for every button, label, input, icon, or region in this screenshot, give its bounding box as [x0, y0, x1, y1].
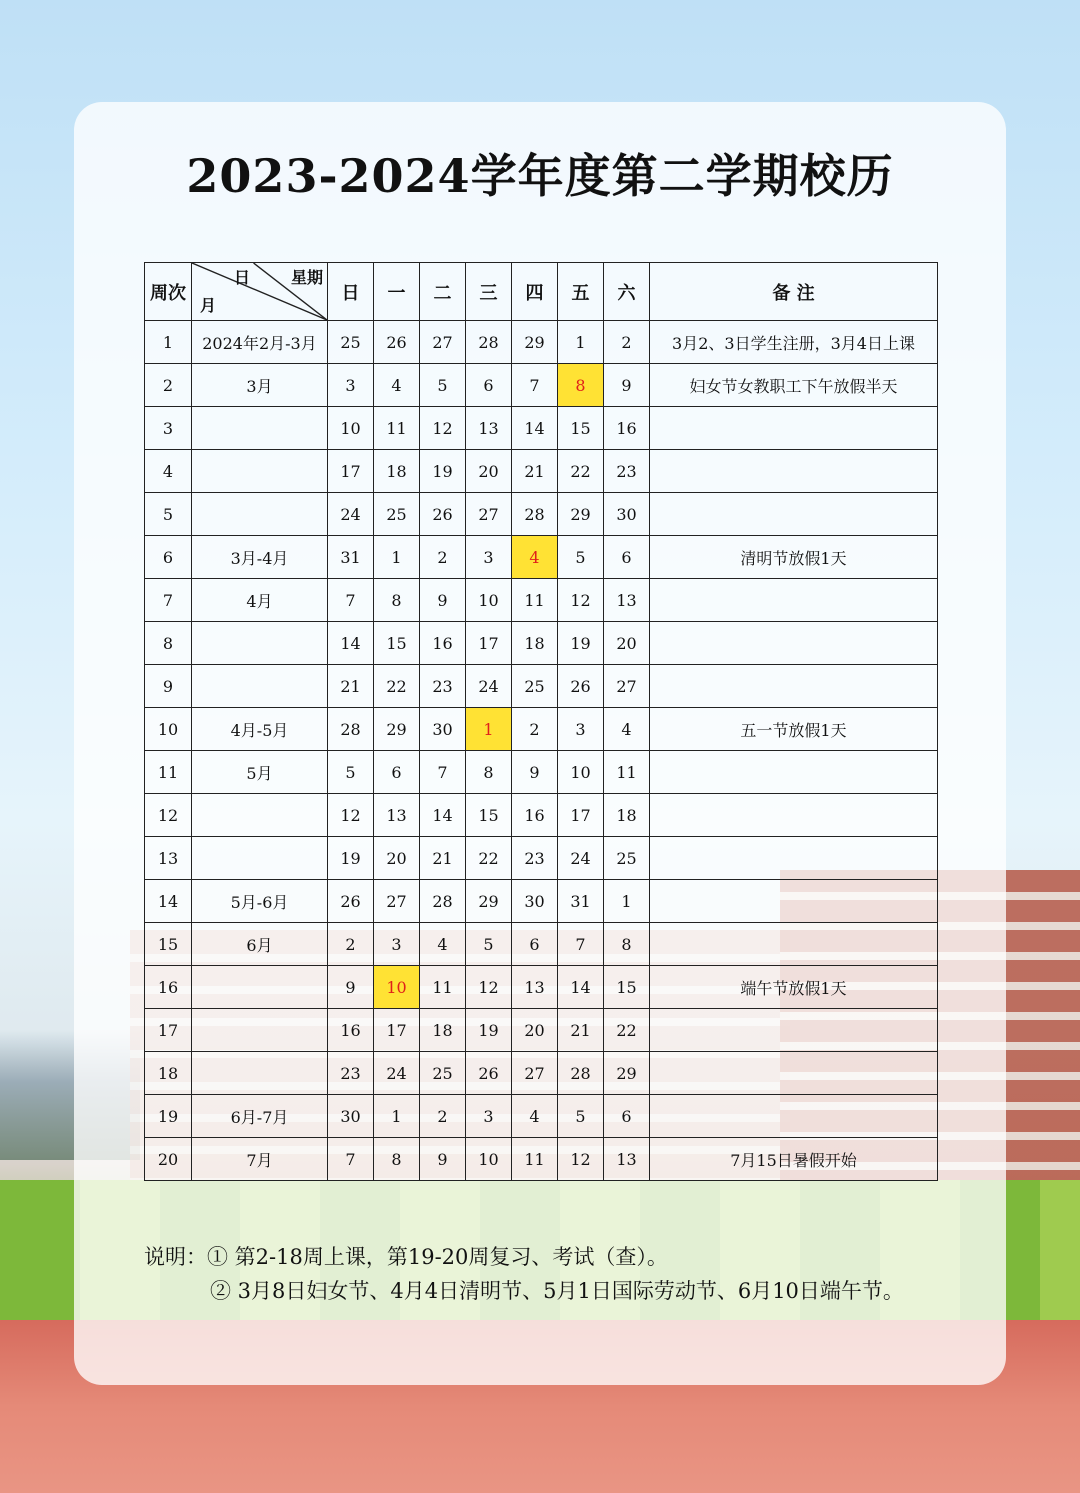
date-cell: 29: [512, 321, 558, 364]
date-cell: 29: [558, 493, 604, 536]
month-cell: [192, 794, 328, 837]
date-cell: 10: [328, 407, 374, 450]
explanation-line-1: 说明：① 第2-18周上课，第19-20周复习、考试（查）。: [144, 1245, 668, 1269]
date-cell: 17: [558, 794, 604, 837]
date-cell: 13: [512, 966, 558, 1009]
date-cell: 27: [374, 880, 420, 923]
table-row: [145, 579, 938, 622]
date-cell: 13: [374, 794, 420, 837]
header-wed: 三: [466, 263, 512, 321]
date-cell: 7: [558, 923, 604, 966]
month-cell: [192, 407, 328, 450]
date-cell: 21: [420, 837, 466, 880]
month-cell: [192, 966, 328, 1009]
header-weekday-label: 星期: [290, 268, 323, 287]
date-cell: 7: [420, 751, 466, 794]
date-cell: 12: [466, 966, 512, 1009]
date-cell: 8: [374, 1138, 420, 1181]
table-row: [145, 321, 938, 364]
table-row: [145, 880, 938, 923]
header-sat: 六: [604, 263, 650, 321]
note-cell: [650, 407, 938, 450]
header-mon: 一: [374, 263, 420, 321]
date-cell: 15: [558, 407, 604, 450]
month-cell: 5月: [192, 751, 328, 794]
header-thu: 四: [512, 263, 558, 321]
note-cell: [650, 751, 938, 794]
date-cell: 2: [604, 321, 650, 364]
calendar-card: [74, 102, 1006, 1385]
date-cell: 27: [420, 321, 466, 364]
note-cell: [650, 665, 938, 708]
date-cell: 21: [558, 1009, 604, 1052]
date-cell: 31: [328, 536, 374, 579]
date-cell: 17: [374, 1009, 420, 1052]
explanation-line-2: ② 3月8日妇女节、4月4日清明节、5月1日国际劳动节、6月10日端午节。: [210, 1279, 904, 1303]
date-cell: 12: [558, 1138, 604, 1181]
month-cell: 6月: [192, 923, 328, 966]
week-number-cell: 1: [145, 321, 192, 364]
date-cell: 2: [328, 923, 374, 966]
note-cell: [650, 794, 938, 837]
week-number-cell: 15: [145, 923, 192, 966]
date-cell: 19: [328, 837, 374, 880]
date-cell: 22: [558, 450, 604, 493]
date-cell: 9: [328, 966, 374, 1009]
date-cell: 29: [374, 708, 420, 751]
date-cell: 16: [420, 622, 466, 665]
month-cell: 7月: [192, 1138, 328, 1181]
date-cell: 29: [604, 1052, 650, 1095]
date-cell: 24: [374, 1052, 420, 1095]
date-cell: 1: [604, 880, 650, 923]
date-cell: 2: [420, 536, 466, 579]
date-cell: 3: [374, 923, 420, 966]
table-row: [145, 1138, 938, 1181]
date-cell: 13: [466, 407, 512, 450]
week-number-cell: 13: [145, 837, 192, 880]
date-cell: 25: [512, 665, 558, 708]
date-cell: 15: [374, 622, 420, 665]
date-cell: 25: [420, 1052, 466, 1095]
date-cell: 5: [466, 923, 512, 966]
holiday-date-cell: 4: [512, 536, 558, 579]
holiday-date-cell: 8: [558, 364, 604, 407]
month-cell: [192, 1052, 328, 1095]
table-row: [145, 794, 938, 837]
week-number-cell: 9: [145, 665, 192, 708]
week-number-cell: 6: [145, 536, 192, 579]
date-cell: 9: [420, 1138, 466, 1181]
header-tue: 二: [420, 263, 466, 321]
date-cell: 20: [374, 837, 420, 880]
note-cell: [650, 579, 938, 622]
date-cell: 30: [328, 1095, 374, 1138]
date-cell: 10: [466, 1138, 512, 1181]
table-row: [145, 493, 938, 536]
date-cell: 31: [558, 880, 604, 923]
date-cell: 4: [420, 923, 466, 966]
note-cell: [650, 1052, 938, 1095]
holiday-date-cell: 1: [466, 708, 512, 751]
date-cell: 11: [374, 407, 420, 450]
holiday-date-cell: 10: [374, 966, 420, 1009]
date-cell: 11: [512, 1138, 558, 1181]
week-number-cell: 7: [145, 579, 192, 622]
date-cell: 20: [512, 1009, 558, 1052]
month-cell: 2024年2月-3月: [192, 321, 328, 364]
date-cell: 4: [374, 364, 420, 407]
date-cell: 29: [466, 880, 512, 923]
explanation: [144, 1240, 904, 1308]
date-cell: 8: [466, 751, 512, 794]
date-cell: 12: [328, 794, 374, 837]
date-cell: 1: [374, 536, 420, 579]
header-fri: 五: [558, 263, 604, 321]
date-cell: 7: [512, 364, 558, 407]
date-cell: 10: [558, 751, 604, 794]
date-cell: 11: [420, 966, 466, 1009]
month-cell: 3月: [192, 364, 328, 407]
date-cell: 16: [604, 407, 650, 450]
date-cell: 24: [558, 837, 604, 880]
note-cell: [650, 880, 938, 923]
header-month-label: 月: [200, 296, 217, 315]
date-cell: 8: [604, 923, 650, 966]
note-cell: [650, 1009, 938, 1052]
note-cell: [650, 450, 938, 493]
month-cell: 4月-5月: [192, 708, 328, 751]
table-row: [145, 450, 938, 493]
week-number-cell: 14: [145, 880, 192, 923]
table-row: [145, 966, 938, 1009]
date-cell: 18: [604, 794, 650, 837]
date-cell: 28: [466, 321, 512, 364]
date-cell: 13: [604, 579, 650, 622]
note-cell: [650, 493, 938, 536]
date-cell: 5: [328, 751, 374, 794]
note-cell: 7月15日暑假开始: [650, 1138, 938, 1181]
date-cell: 5: [420, 364, 466, 407]
date-cell: 14: [420, 794, 466, 837]
date-cell: 9: [420, 579, 466, 622]
week-number-cell: 16: [145, 966, 192, 1009]
date-cell: 17: [466, 622, 512, 665]
month-cell: 6月-7月: [192, 1095, 328, 1138]
header-day-label: 日: [234, 268, 251, 287]
calendar-body: [145, 321, 938, 1181]
date-cell: 7: [328, 1138, 374, 1181]
week-number-cell: 17: [145, 1009, 192, 1052]
date-cell: 18: [420, 1009, 466, 1052]
date-cell: 20: [604, 622, 650, 665]
header-sun: 日: [328, 263, 374, 321]
date-cell: 3: [558, 708, 604, 751]
header-week-no: 周次: [145, 263, 192, 321]
date-cell: 16: [512, 794, 558, 837]
month-cell: [192, 493, 328, 536]
week-number-cell: 20: [145, 1138, 192, 1181]
date-cell: 3: [328, 364, 374, 407]
date-cell: 6: [374, 751, 420, 794]
date-cell: 21: [512, 450, 558, 493]
date-cell: 17: [328, 450, 374, 493]
date-cell: 14: [328, 622, 374, 665]
date-cell: 2: [420, 1095, 466, 1138]
date-cell: 25: [374, 493, 420, 536]
month-cell: [192, 665, 328, 708]
table-row: [145, 407, 938, 450]
note-cell: [650, 837, 938, 880]
date-cell: 30: [420, 708, 466, 751]
date-cell: 30: [512, 880, 558, 923]
month-cell: 4月: [192, 579, 328, 622]
date-cell: 20: [466, 450, 512, 493]
month-cell: 3月-4月: [192, 536, 328, 579]
date-cell: 24: [466, 665, 512, 708]
date-cell: 11: [512, 579, 558, 622]
date-cell: 22: [466, 837, 512, 880]
date-cell: 26: [558, 665, 604, 708]
week-number-cell: 3: [145, 407, 192, 450]
date-cell: 14: [512, 407, 558, 450]
header-row: [145, 263, 938, 321]
date-cell: 15: [466, 794, 512, 837]
month-cell: [192, 837, 328, 880]
date-cell: 5: [558, 536, 604, 579]
table-row: [145, 837, 938, 880]
date-cell: 26: [420, 493, 466, 536]
month-cell: [192, 1009, 328, 1052]
date-cell: 23: [604, 450, 650, 493]
date-cell: 21: [328, 665, 374, 708]
week-number-cell: 19: [145, 1095, 192, 1138]
month-cell: [192, 450, 328, 493]
table-row: [145, 665, 938, 708]
date-cell: 30: [604, 493, 650, 536]
date-cell: 4: [604, 708, 650, 751]
week-number-cell: 11: [145, 751, 192, 794]
date-cell: 12: [558, 579, 604, 622]
week-number-cell: 10: [145, 708, 192, 751]
date-cell: 19: [466, 1009, 512, 1052]
date-cell: 12: [420, 407, 466, 450]
header-note: 备 注: [650, 263, 938, 321]
date-cell: 28: [420, 880, 466, 923]
date-cell: 19: [558, 622, 604, 665]
date-cell: 28: [512, 493, 558, 536]
date-cell: 27: [604, 665, 650, 708]
table-row: [145, 708, 938, 751]
date-cell: 27: [512, 1052, 558, 1095]
note-cell: 端午节放假1天: [650, 966, 938, 1009]
date-cell: 6: [604, 536, 650, 579]
note-cell: [650, 1095, 938, 1138]
table-row: [145, 622, 938, 665]
date-cell: 8: [374, 579, 420, 622]
date-cell: 28: [558, 1052, 604, 1095]
note-cell: 妇女节女教职工下午放假半天: [650, 364, 938, 407]
date-cell: 4: [512, 1095, 558, 1138]
week-number-cell: 2: [145, 364, 192, 407]
table-row: [145, 536, 938, 579]
date-cell: 9: [512, 751, 558, 794]
date-cell: 6: [466, 364, 512, 407]
date-cell: 25: [604, 837, 650, 880]
date-cell: 9: [604, 364, 650, 407]
date-cell: 3: [466, 1095, 512, 1138]
date-cell: 13: [604, 1138, 650, 1181]
date-cell: 16: [328, 1009, 374, 1052]
date-cell: 2: [512, 708, 558, 751]
header-diagonal: [192, 263, 328, 321]
date-cell: 11: [604, 751, 650, 794]
week-number-cell: 5: [145, 493, 192, 536]
date-cell: 26: [466, 1052, 512, 1095]
date-cell: 23: [328, 1052, 374, 1095]
week-number-cell: 4: [145, 450, 192, 493]
table-row: [145, 1095, 938, 1138]
page-title: 2023-2024学年度第二学期校历: [186, 149, 894, 203]
note-cell: 3月2、3日学生注册，3月4日上课: [650, 321, 938, 364]
date-cell: 7: [328, 579, 374, 622]
date-cell: 18: [512, 622, 558, 665]
date-cell: 28: [328, 708, 374, 751]
date-cell: 22: [374, 665, 420, 708]
table-row: [145, 1052, 938, 1095]
date-cell: 1: [558, 321, 604, 364]
date-cell: 26: [328, 880, 374, 923]
date-cell: 26: [374, 321, 420, 364]
date-cell: 3: [466, 536, 512, 579]
date-cell: 18: [374, 450, 420, 493]
date-cell: 25: [328, 321, 374, 364]
table-row: [145, 1009, 938, 1052]
week-number-cell: 8: [145, 622, 192, 665]
date-cell: 1: [374, 1095, 420, 1138]
table-row: [145, 923, 938, 966]
date-cell: 23: [420, 665, 466, 708]
date-cell: 14: [558, 966, 604, 1009]
date-cell: 5: [558, 1095, 604, 1138]
date-cell: 15: [604, 966, 650, 1009]
week-number-cell: 12: [145, 794, 192, 837]
date-cell: 19: [420, 450, 466, 493]
month-cell: 5月-6月: [192, 880, 328, 923]
note-cell: [650, 923, 938, 966]
date-cell: 24: [328, 493, 374, 536]
month-cell: [192, 622, 328, 665]
date-cell: 22: [604, 1009, 650, 1052]
note-cell: 五一节放假1天: [650, 708, 938, 751]
date-cell: 6: [512, 923, 558, 966]
week-number-cell: 18: [145, 1052, 192, 1095]
school-calendar-table: [144, 262, 938, 1181]
date-cell: 6: [604, 1095, 650, 1138]
table-row: [145, 364, 938, 407]
table-row: [145, 751, 938, 794]
date-cell: 27: [466, 493, 512, 536]
date-cell: 10: [466, 579, 512, 622]
note-cell: 清明节放假1天: [650, 536, 938, 579]
note-cell: [650, 622, 938, 665]
date-cell: 23: [512, 837, 558, 880]
